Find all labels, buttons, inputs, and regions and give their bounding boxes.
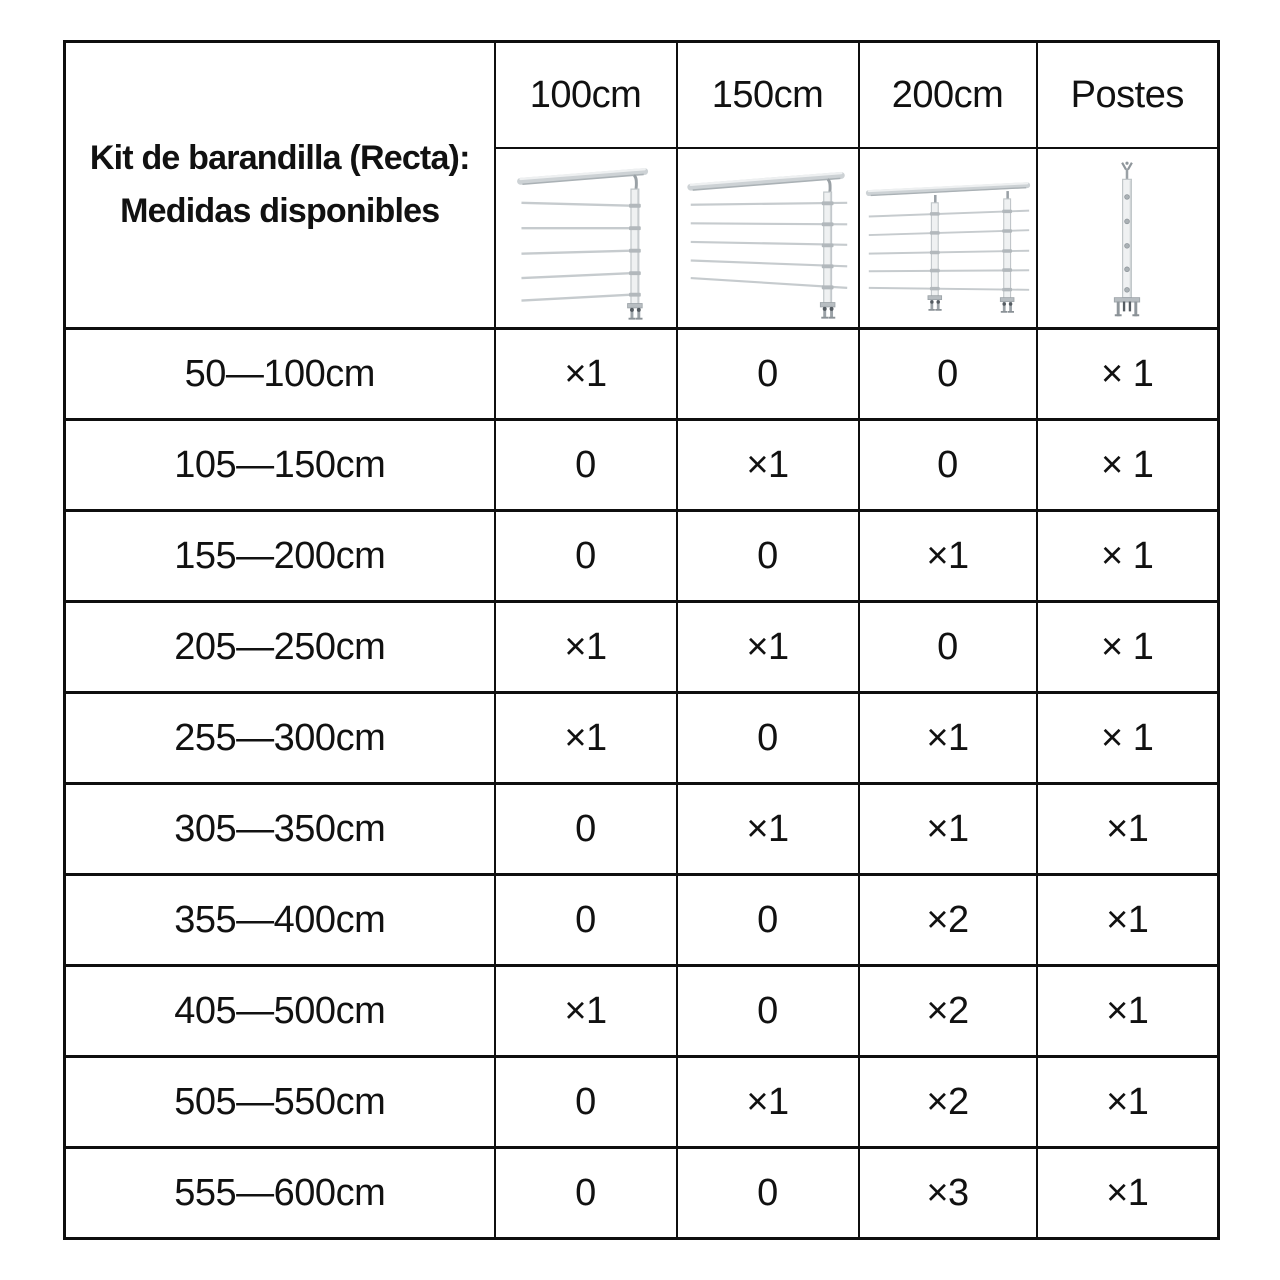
row-label: 205—250cm <box>65 602 495 693</box>
row-label: 305—350cm <box>65 784 495 875</box>
cell-value: ×1 <box>859 784 1037 875</box>
cell-value: ×1 <box>677 1057 859 1148</box>
cell-value: ×1 <box>859 693 1037 784</box>
cell-value: 0 <box>495 784 677 875</box>
table-title-line1: Kit de barandilla (Recta): <box>89 139 470 178</box>
cell-value: ×2 <box>859 966 1037 1057</box>
railing-150cm-cell <box>677 148 859 329</box>
cell-value: ×1 <box>495 693 677 784</box>
table-row <box>65 875 1219 966</box>
table-row <box>65 784 1219 875</box>
row-label: 505—550cm <box>65 1057 495 1148</box>
table-row <box>65 329 1219 420</box>
cell-value: 0 <box>495 420 677 511</box>
cell-value: 0 <box>859 420 1037 511</box>
header-label-row <box>65 42 1219 149</box>
cell-value: × 1 <box>1037 420 1219 511</box>
cell-value: 0 <box>677 1148 859 1239</box>
single-post-cell <box>1037 148 1219 329</box>
table-row <box>65 420 1219 511</box>
cell-value: × 1 <box>1037 511 1219 602</box>
cell-value: ×1 <box>1037 1057 1219 1148</box>
railing-150cm-icon <box>680 150 856 326</box>
row-label: 105—150cm <box>65 420 495 511</box>
row-label: 405—500cm <box>65 966 495 1057</box>
railing-200cm-icon <box>862 150 1034 326</box>
row-label: 555—600cm <box>65 1148 495 1239</box>
railing-100cm-icon <box>498 150 674 326</box>
cell-value: ×1 <box>495 329 677 420</box>
cell-value: 0 <box>495 1057 677 1148</box>
row-label: 355—400cm <box>65 875 495 966</box>
column-header-100cm: 100cm <box>495 42 677 149</box>
railing-100cm-cell <box>495 148 677 329</box>
cell-value: ×1 <box>1037 966 1219 1057</box>
table-row <box>65 1148 1219 1239</box>
cell-value: × 1 <box>1037 602 1219 693</box>
column-header-postes: Postes <box>1037 42 1219 149</box>
cell-value: 0 <box>495 511 677 602</box>
cell-value: ×1 <box>495 966 677 1057</box>
row-label: 50—100cm <box>65 329 495 420</box>
cell-value: 0 <box>495 875 677 966</box>
cell-value: 0 <box>859 602 1037 693</box>
cell-value: × 1 <box>1037 329 1219 420</box>
table-title <box>65 42 495 329</box>
table-row <box>65 602 1219 693</box>
table-row <box>65 966 1219 1057</box>
cell-value: ×1 <box>859 511 1037 602</box>
cell-value: 0 <box>495 1148 677 1239</box>
cell-value: 0 <box>677 966 859 1057</box>
cell-value: ×2 <box>859 875 1037 966</box>
row-label: 255—300cm <box>65 693 495 784</box>
cell-value: ×1 <box>677 602 859 693</box>
column-header-200cm: 200cm <box>859 42 1037 149</box>
cell-value: ×2 <box>859 1057 1037 1148</box>
cell-value: 0 <box>677 875 859 966</box>
row-label: 155—200cm <box>65 511 495 602</box>
cell-value: ×1 <box>1037 1148 1219 1239</box>
cell-value: ×1 <box>1037 875 1219 966</box>
single-post-icon <box>1039 150 1215 326</box>
table-row <box>65 693 1219 784</box>
cell-value: 0 <box>677 329 859 420</box>
cell-value: × 1 <box>1037 693 1219 784</box>
cell-value: ×1 <box>677 784 859 875</box>
railing-200cm-cell <box>859 148 1037 329</box>
cell-value: ×1 <box>677 420 859 511</box>
cell-value: ×3 <box>859 1148 1037 1239</box>
table-row <box>65 511 1219 602</box>
cell-value: 0 <box>859 329 1037 420</box>
cell-value: ×1 <box>1037 784 1219 875</box>
cell-value: 0 <box>677 693 859 784</box>
table-row <box>65 1057 1219 1148</box>
column-header-150cm: 150cm <box>677 42 859 149</box>
cell-value: 0 <box>677 511 859 602</box>
table-title-line2: Medidas disponibles <box>120 192 440 230</box>
cell-value: ×1 <box>495 602 677 693</box>
railing-kit-size-table <box>63 40 1220 1240</box>
